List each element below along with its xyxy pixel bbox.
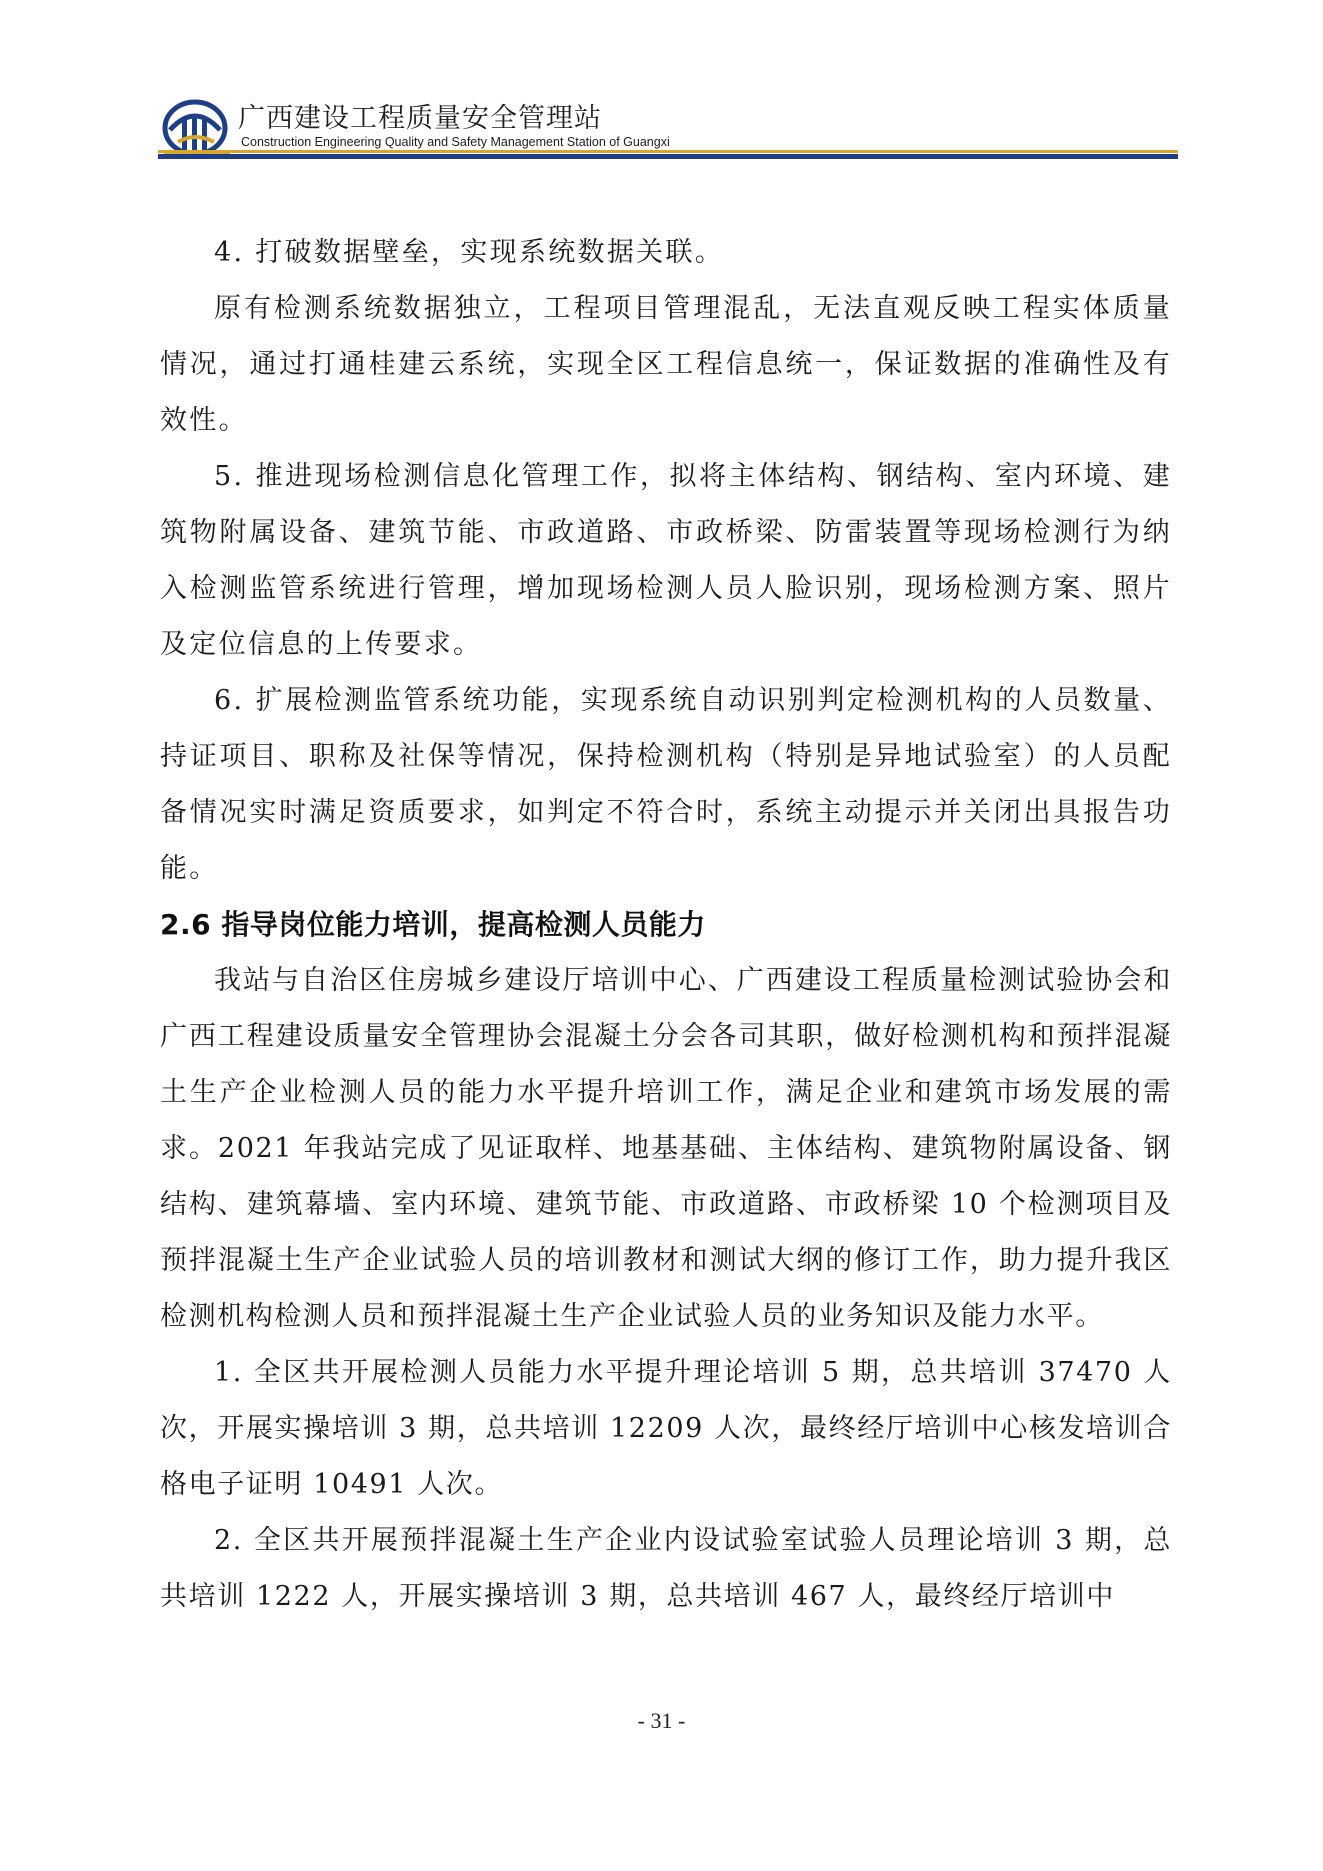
page-header <box>158 92 1178 164</box>
org-name-en: Construction Engineering Quality and Safety Management Station of Guangxi <box>241 135 670 149</box>
paragraph-training-item-1: 1. 全区共开展检测人员能力水平提升理论培训 5 期，总共培训 37470 人次，开展实操培训 3 期，总共培训 12209 人次，最终经厅培训中心核发培训合格电子证明 10491 人次。 <box>160 1357 1172 1500</box>
paragraph-training-item-2: 2. 全区共开展预拌混凝土生产企业内设试验室试验人员理论培训 3 期，总共培训 1222 人，开展实操培训 3 期，总共培训 467 人，最终经厅培训中 <box>160 1525 1172 1612</box>
org-name-cn: 广西建设工程质量安全管理站 <box>238 103 602 134</box>
document-body <box>160 225 1172 1625</box>
paragraph-item-6: 6. 扩展检测监管系统功能，实现系统自动识别判定检测机构的人员数量、持证项目、职称及社保等情况，保持检测机构（特别是异地试验室）的人员配备情况实时满足资质要求，如判定不符合时，系统主动提示并关闭出具报告功能。 <box>160 685 1172 884</box>
section-heading-2-6: 2.6 指导岗位能力培训，提高检测人员能力 <box>160 908 706 941</box>
paragraph-item-5: 5. 推进现场检测信息化管理工作，拟将主体结构、钢结构、室内环境、建筑物附属设备、建筑节能、市政道路、市政桥梁、防雷装置等现场检测行为纳入检测监管系统进行管理，增加现场检测人员人脸识别，现场检测方案、照片及定位信息的上传要求。 <box>160 461 1172 660</box>
page-number: - 31 - <box>637 1708 686 1733</box>
header-rule-gold <box>158 150 1178 153</box>
paragraph-data-barrier: 原有检测系统数据独立，工程项目管理混乱，无法直观反映工程实体质量情况，通过打通桂建云系统，实现全区工程信息统一，保证数据的准确性及有效性。 <box>160 293 1172 436</box>
paragraph-item-4: 4. 打破数据壁垒，实现系统数据关联。 <box>214 237 725 268</box>
header-rule-blue <box>158 154 1178 159</box>
paragraph-training-overview: 我站与自治区住房城乡建设厅培训中心、广西建设工程质量检测试验协会和广西工程建设质量安全管理协会混凝土分会各司其职，做好检测机构和预拌混凝土生产企业检测人员的能力水平提升培训工作，满足企业和建筑市场发展的需求。2021 年我站完成了见证取样、地基基础、主体结构、建筑物附属设备、钢结构、建筑幕墙、室内环境、建筑节能、市政道路、市政桥梁 10 个检测项目及预拌混凝土生产企业试验人员的培训教材和测试大纲的修订工作，助力提升我区检测机构检测人员和预拌混凝土生产企业试验人员的业务知识及能力水平。 <box>160 965 1172 1332</box>
gxjz-station-logo-icon <box>162 96 232 156</box>
